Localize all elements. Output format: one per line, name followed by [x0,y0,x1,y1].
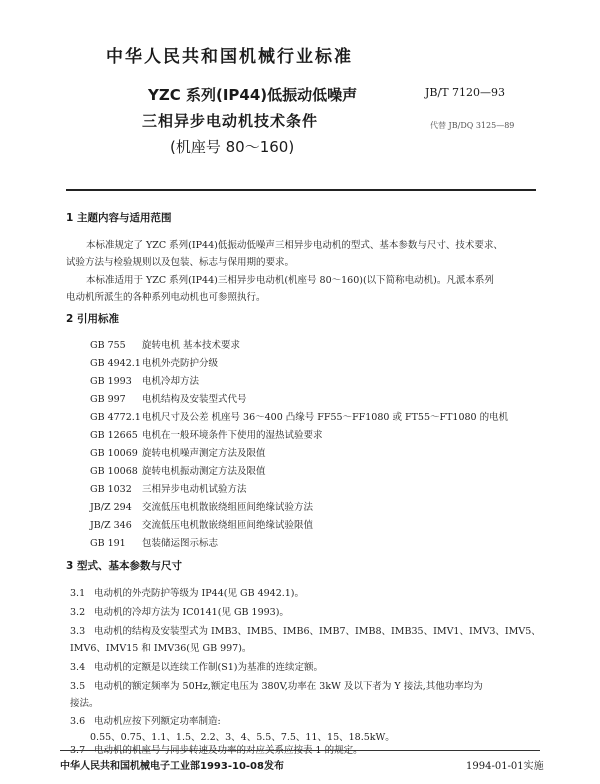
reference-code: GB 4942.1 [90,358,141,369]
section-1-heading: 1 主题内容与适用范围 [66,212,172,224]
title-line-3: (机座号 80～160) [170,138,295,156]
clause-3-5-continuation: 接法。 [70,698,99,709]
reference-code: GB 4772.1 [90,412,141,423]
clause-3-3 [70,623,541,637]
reference-code: GB 191 [90,538,126,549]
clause-number: 3.6 [70,716,86,727]
clause-text: 电动机的冷却方法为 IC0141(见 GB 1993)。 [94,607,289,618]
clause-3-4 [70,659,323,673]
reference-title: 电机冷却方法 [142,376,200,387]
issuing-organization: 中华人民共和国机械行业标准 [106,47,353,67]
effective-date: 1994-01-01实施 [466,761,544,772]
replaces-standard: 代替 JB/DQ 3125—89 [430,121,515,130]
header-divider [66,189,536,191]
standard-number: JB/T 7120—93 [425,86,506,99]
reference-code: JB/Z 346 [90,520,132,531]
reference-code: GB 12665 [90,430,138,441]
reference-item [90,391,247,405]
reference-title: 三相异步电动机试验方法 [142,484,247,495]
reference-title: 旋转电机噪声测定方法及限值 [142,448,266,459]
section-2-heading: 2 引用标准 [66,313,119,325]
reference-code: GB 1032 [90,484,132,495]
reference-item [90,517,313,531]
section-3-heading: 3 型式、基本参数与尺寸 [66,560,182,572]
reference-code: GB 10068 [90,466,138,477]
reference-item [90,499,313,513]
reference-item [90,373,199,387]
reference-item [90,481,247,495]
reference-item [90,427,323,441]
reference-title: 电机结构及安装型式代号 [142,394,247,405]
title-line-1: YZC 系列(IP44)低振动低噪声 [148,86,358,104]
reference-item [90,535,218,549]
reference-item [90,445,266,459]
clause-3-6 [70,713,221,727]
clause-text: 电动机的定额是以连续工作制(S1)为基准的连续定额。 [94,662,323,673]
reference-code: GB 997 [90,394,126,405]
section-1-paragraph-1-line-2: 试验方法与检验规则以及包装、标志与保用期的要求。 [66,257,295,268]
reference-title: 电机外壳防护分级 [142,358,219,369]
reference-code: GB 1993 [90,376,132,387]
section-1-paragraph-2-line-1: 本标准适用于 YZC 系列(IP44)三相异步电动机(机座号 80～160)(以下简称电动机)。凡派本系列 [86,275,494,286]
reference-title: 旋转电机振动测定方法及限值 [142,466,266,477]
section-1-paragraph-1-line-1: 本标准规定了 YZC 系列(IP44)低振动低噪声三相异步电动机的型式、基本参数与尺寸、技术要求、 [86,240,503,251]
title-line-2: 三相异步电动机技术条件 [142,112,319,130]
reference-title: 交流低压电机散嵌绕组匝间绝缘试验限值 [142,520,314,531]
clause-number: 3.5 [70,681,86,692]
clause-3-5 [70,678,483,692]
clause-3-1 [70,585,304,599]
clause-number: 3.1 [70,588,86,599]
section-1-paragraph-2-line-2: 电动机所派生的各种系列电动机也可参照执行。 [66,292,266,303]
reference-item [90,337,240,351]
clause-3-7 [70,742,363,756]
reference-code: GB 755 [90,340,126,351]
clause-3-6-power-list: 0.55、0.75、1.1、1.5、2.2、3、4、5.5、7.5、11、15、18.5kW。 [90,732,395,743]
reference-code: GB 10069 [90,448,138,459]
reference-title: 电机在一般环境条件下使用的湿热试验要求 [142,430,323,441]
clause-text: 电动机的结构及安装型式为 IMB3、IMB5、IMB6、IMB7、IMB8、IMB35、IMV1、IMV3、IMV5、 [94,626,541,637]
clause-number: 3.2 [70,607,86,618]
reference-title: 交流低压电机散嵌绕组匝间绝缘试验方法 [142,502,314,513]
reference-item [90,355,218,369]
clause-3-3-continuation: IMV6、IMV15 和 IMV36(见 GB 997)。 [70,643,252,654]
clause-text: 电动机的额定频率为 50Hz,额定电压为 380V,功率在 3kW 及以下者为 Y 接法,其他功率均为 [94,681,483,692]
clause-3-2 [70,604,289,618]
issue-statement: 中华人民共和国机械电子工业部1993-10-08发布 [60,761,284,772]
clause-text: 电动机的外壳防护等级为 IP44(见 GB 4942.1)。 [94,588,305,599]
clause-number: 3.4 [70,662,86,673]
reference-item [90,463,266,477]
clause-text: 电动机应按下列额定功率制造: [94,716,221,727]
footer-divider [60,750,540,751]
clause-number: 3.3 [70,626,86,637]
reference-title: 电机尺寸及公差 机座号 36～400 凸缘号 FF55～FF1080 或 FT55～FT1080 的电机 [142,412,509,423]
reference-title: 旋转电机 基本技术要求 [142,340,241,351]
reference-item [90,409,508,423]
reference-code: JB/Z 294 [90,502,132,513]
reference-title: 包装储运图示标志 [142,538,219,549]
